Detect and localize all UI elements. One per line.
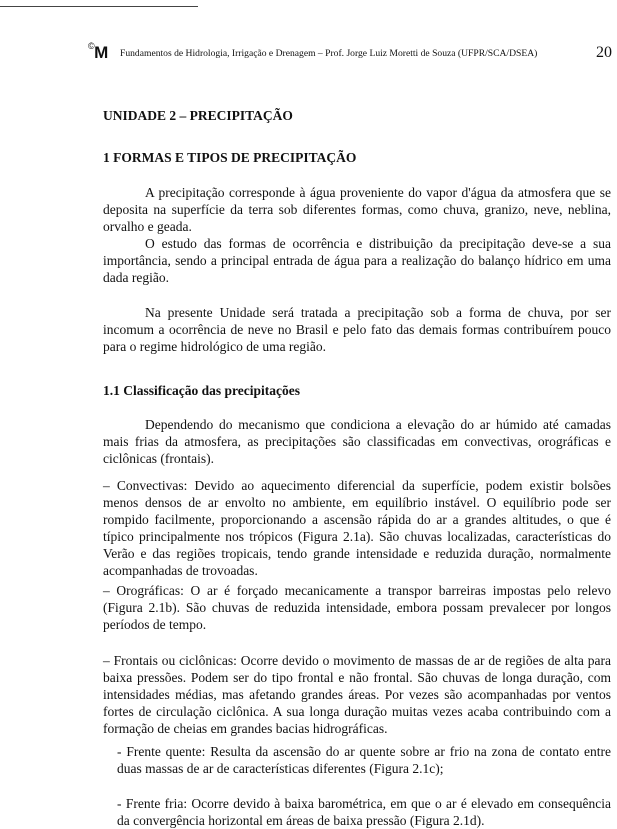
paragraph-importance: O estudo das formas de ocorrência e distribuição da precipitação deve-se a sua importância, sendo a principal entrada de água para a realização do balanço hídrico em uma dada região. [103, 236, 611, 285]
paragraph-scope: Na presente Unidade será tratada a precipitação sob a forma de chuva, por ser incomum a ocorrência de neve no Brasil e pelo fato das demais formas contribuírem pouco para o regime hidrológico de uma região. [103, 305, 611, 354]
paragraph-frente-fria: - Frente fria: Ocorre devido à baixa barométrica, em que o ar é elevado em consequência da convergência horizontal em áreas de baixa pressão (Figura 2.1d). [117, 796, 611, 828]
paragraph-frontais: – Frontais ou ciclônicas: Ocorre devido o movimento de massas de ar de regiões de alta para baixa pressões. Podem ser do tipo frontal e não frontal. São chuvas de longa duração, com intensidades médias, mas afetando grandes áreas. Por vezes são acompanhadas por ventos fortes de circulação ciclônica. A sua longa duração muitas vezes acaba contribuindo com a formação de cheias em grandes bacias hidrográficas. [103, 653, 611, 736]
paragraph-frente-quente: - Frente quente: Resulta da ascensão do ar quente sobre ar frio na zona de contato entre duas massas de ar de características diferentes (Figura 2.1c); [117, 744, 611, 776]
author-logo [88, 43, 108, 63]
running-title: Fundamentos de Hidrologia, Irrigação e Drenagem – Prof. Jorge Luiz Moretti de Souza (UFPR/SCA/DSEA) [120, 48, 538, 59]
paragraph-classification-intro: Dependendo do mecanismo que condiciona a elevação do ar húmido até camadas mais frias da atmosfera, as precipitações são classificadas em convectivas, orográficas e ciclônicas (frontais). [103, 417, 611, 466]
paragraph-orograficas: – Orográficas: O ar é forçado mecanicamente a transpor barreiras impostas pelo relevo (Figura 2.1b). São chuvas de reduzida intensidade, embora possam prevalecer por longos períodos de tempo. [103, 583, 611, 632]
unit-title: UNIDADE 2 – PRECIPITAÇÃO [103, 108, 293, 123]
paragraph-definition: A precipitação corresponde à água proveniente do vapor d'água da atmosfera que se deposita na superfície da terra sob diferentes formas, como chuva, granizo, neve, neblina, orvalho e geada. [103, 185, 611, 234]
top-rule [0, 6, 198, 7]
page-number: 20 [596, 44, 612, 61]
subsection-title: 1.1 Classificação das precipitações [103, 383, 300, 398]
section-title: 1 FORMAS E TIPOS DE PRECIPITAÇÃO [103, 150, 357, 165]
page-header [88, 40, 612, 64]
paragraph-convectivas: – Convectivas: Devido ao aquecimento diferencial da superfície, podem existir bolsões menos densos de ar envolto no ambiente, em equilíbrio instável. O equilíbrio pode ser rompido facilmente, proporcionando a ascensão rápida do ar a grandes altitudes, o que é típico principalmente nos trópicos (Figura 2.1a). São chuvas localizadas, características do Verão e das regiões tropicais, tendo grande intensidade e reduzida duração, normalmente acompanhadas de trovoadas. [103, 478, 611, 578]
copyright-icon: © [88, 41, 95, 52]
logo-letter: M [94, 43, 108, 62]
